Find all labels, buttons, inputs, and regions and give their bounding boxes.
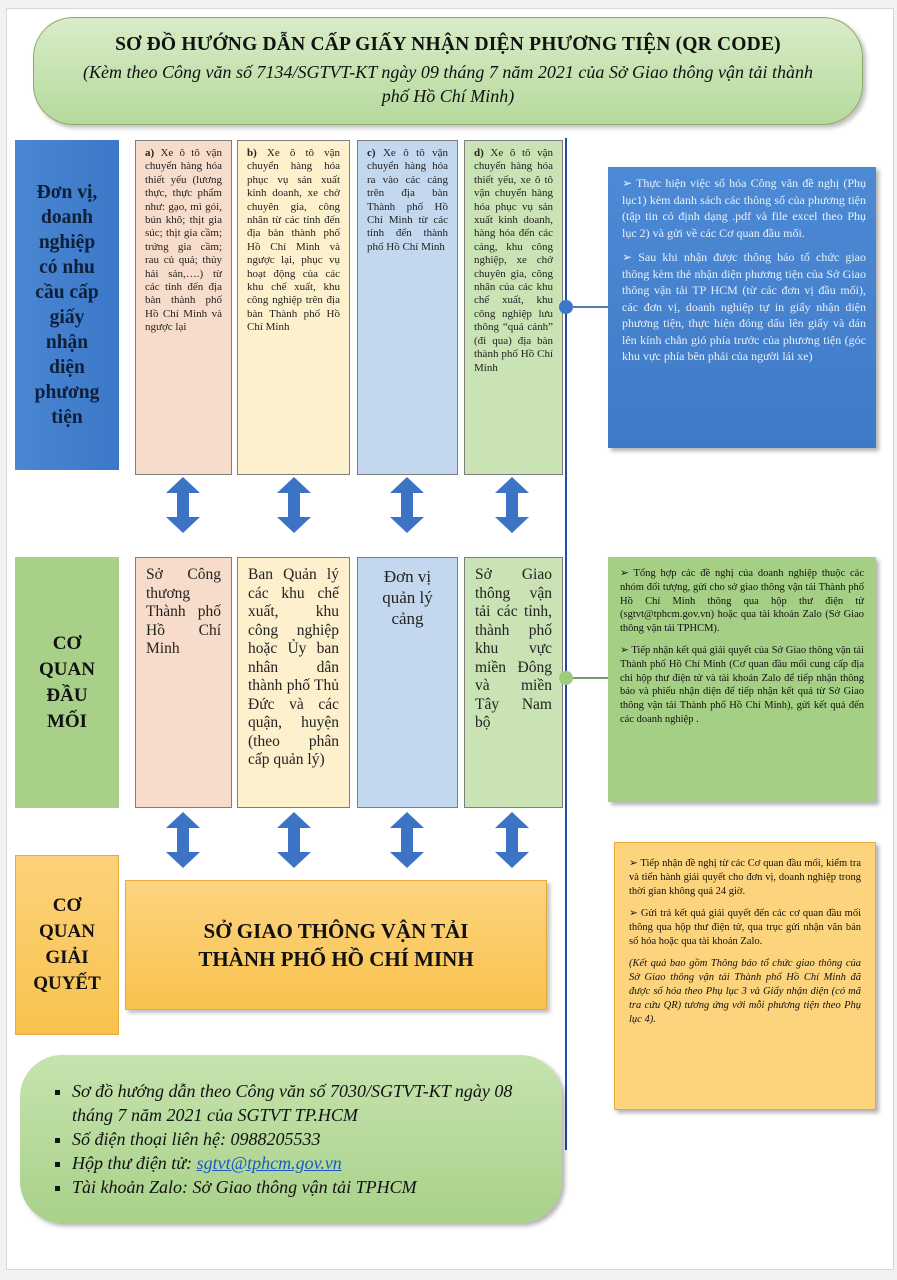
note-paragraph: ➢ Sau khi nhận được thông báo tổ chức giao thông kèm thẻ nhận diện phương tiện của Sở Giao thông vận tải TP HCM (từ các đơn vị đầu mối), các đơn vị, doanh nghiệp tự in giấy nhận diện phương tiện, thực hiện đóng dấu lên giấy và dán lên kính chắn gió phía trước của phương tiện (góc khu vực phía bên phải của người lái xe)	[622, 250, 866, 363]
email-link[interactable]: sgtvt@tphcm.gov.vn	[196, 1153, 342, 1173]
double-arrow-icon	[277, 477, 311, 533]
category-text: Xe ô tô vận chuyển hàng hóa phục vụ sản xuất kinh doanh, xe chở chuyên gia, công nhân từ các tỉnh đến địa bàn thành phố Hồ Chí Minh và ngược lại, phục vụ hoạt động của các khu chế xuất, khu công nghiệp trên địa bàn Thành phố Hồ Chí Minh	[247, 147, 341, 334]
focal-agency-industry-trade: Sở Công thương Thành phố Hồ Chí Minh	[135, 557, 232, 808]
double-arrow-icon	[166, 477, 200, 533]
category-tag: d)	[474, 147, 484, 159]
category-text: Xe ô tô vận chuyển hàng hóa thiết yếu, xe ô tô vận chuyển hàng hóa phục vụ sản xuất kinh doanh, hàng hóa đến các cảng, khu công nghiệp, xe chở chuyên gia, công nhân của các khu chế xuất, khu công nghiệp lưu thông “quá cảnh” (đi qua) địa bàn thành phố Hồ Chí Minh	[474, 147, 554, 374]
footer-info-box	[20, 1055, 562, 1223]
footer-item-zalo: ▪ Tài khoản Zalo: Sở Giao thông vận tải TPHCM	[72, 1175, 528, 1199]
note-paragraph: ➢ Thực hiện việc số hóa Công văn đề nghị (Phụ lục1) kèm danh sách các thông số của phương tiện (tập tin có định dạng .pdf và file excel theo Phụ lục 2) và gửi về các Cơ quan đầu mối.	[622, 176, 866, 240]
focal-agency-port-management: Đơn vị quản lý cảng	[357, 557, 458, 808]
footer-item-email	[72, 1151, 528, 1175]
notes-focal-box	[608, 557, 876, 802]
footer-item-guideline: ▪ Sơ đồ hướng dẫn theo Công văn số 7030/SGTVT-KT ngày 08 tháng 7 năm 2021 của SGTVT TP.HCM	[72, 1079, 528, 1127]
focal-agency-provincial-transport: Sở Giao thông vận tải các tỉnh, thành phố khu vực miền Đông và miền Tây Nam bộ	[464, 557, 563, 808]
note-paragraph: ➢ Gửi trả kết quả giải quyết đến các cơ quan đầu mối thông qua hộp thư điện tử, qua trục gửi nhận văn bản số hóa hoặc qua tài khoản Zalo.	[629, 908, 861, 947]
note-paragraph: ➢ Tiếp nhận đề nghị từ các Cơ quan đầu mối, kiểm tra và tiến hành giải quyết cho đơn vị, doanh nghiệp trong thời gian không quá 24 giờ.	[629, 858, 861, 897]
note-paragraph: ➢ Tổng hợp các đề nghị của doanh nghiệp thuộc các nhóm đối tượng, gửi cho sở giao thông vận tải Thành phố Hồ Chí Minh thông qua hộp thư điện tử (sgtvt@tphcm.gov.vn) hoặc qua tài khoản Zalo (Sở Giao thông vận tải TPHCM).	[620, 568, 864, 635]
double-arrow-icon	[277, 812, 311, 868]
note-paragraph: ➢ Tiếp nhận kết quả giải quyết của Sở Giao thông vận tải Thành phố Hồ Chí Minh (Cơ quan đầu mối cung cấp địa chỉ hộp thư điện tử và tài khoản Zalo để tiếp nhận thông báo và phiếu nhận diện để tiếp nhận kết quả từ Sở Giao thông vận tải Thành phố Hồ Chí Minh), gửi kết quả đến các doanh nghiệp .	[620, 644, 864, 725]
connector-dot	[559, 671, 573, 685]
label-resolving-agency: CƠ QUAN GIẢI QUYẾT	[15, 855, 119, 1035]
category-text: Xe ô tô vận chuyển hàng hóa ra vào các cảng trên địa bàn Thành phố Hồ Chí Minh từ các tỉnh đến thành phố Hồ Chí Minh	[367, 147, 448, 253]
focal-agency-industrial-zones: Ban Quản lý các khu chế xuất, khu công nghiệp hoặc Ủy ban nhân dân thành phố Thủ Đức và các quận, huyện (theo phân cấp quản lý)	[237, 557, 350, 808]
footer-list	[54, 1079, 528, 1199]
double-arrow-icon	[166, 812, 200, 868]
page-title: SƠ ĐỒ HƯỚNG DẪN CẤP GIẤY NHẬN DIỆN PHƯƠNG TIỆN (QR CODE)	[115, 34, 781, 55]
resolver-box: SỞ GIAO THÔNG VẬN TẢI THÀNH PHỐ HỒ CHÍ MINH	[125, 880, 547, 1010]
double-arrow-icon	[495, 477, 529, 533]
footer-item-phone: ▪ Số điện thoại liên hệ: 0988205533	[72, 1127, 528, 1151]
category-tag: a)	[145, 147, 155, 159]
connector-dot	[559, 300, 573, 314]
double-arrow-icon	[390, 812, 424, 868]
notes-resolve-box	[614, 842, 876, 1110]
email-label: Hộp thư điện tử:	[72, 1153, 197, 1173]
category-text: Xe ô tô vận chuyển hàng hóa thiết yếu (lương thực, thực phẩm như: gạo, mì gói, bún khô; thịt gia súc; thịt gia cầm; trứng gia cầm; rau củ quả; thủy hải sản,….) từ các tỉnh đến địa bàn thành phố Hồ Chí Minh và ngược lại	[145, 147, 222, 334]
page-subtitle: (Kèm theo Công văn số 7134/SGTVT-KT ngày 09 tháng 7 năm 2021 của Sở Giao thông vận tải thành phố Hồ Chí Minh)	[83, 62, 813, 106]
vertical-connector	[565, 138, 567, 1150]
notes-units-box	[608, 167, 876, 448]
category-tag: c)	[367, 147, 376, 159]
double-arrow-icon	[390, 477, 424, 533]
label-requesting-units: Đơn vị, doanh nghiệp có nhu cầu cấp giấy nhận diện phương tiện	[15, 140, 119, 470]
double-arrow-icon	[495, 812, 529, 868]
label-focal-agency: CƠ QUAN ĐẦU MỐI	[15, 557, 119, 808]
category-tag: b)	[247, 147, 257, 159]
note-result-detail: (Kết quả bao gồm Thông báo tổ chức giao thông của Sở Giao thông vận tải Thành phố Hồ Chí Minh đã được số hóa theo Phụ lục 3 và Giấy nhận diện (có mã tra cứu QR) tương ứng với mỗi phương tiện theo Phụ lục 4).	[629, 958, 861, 1025]
